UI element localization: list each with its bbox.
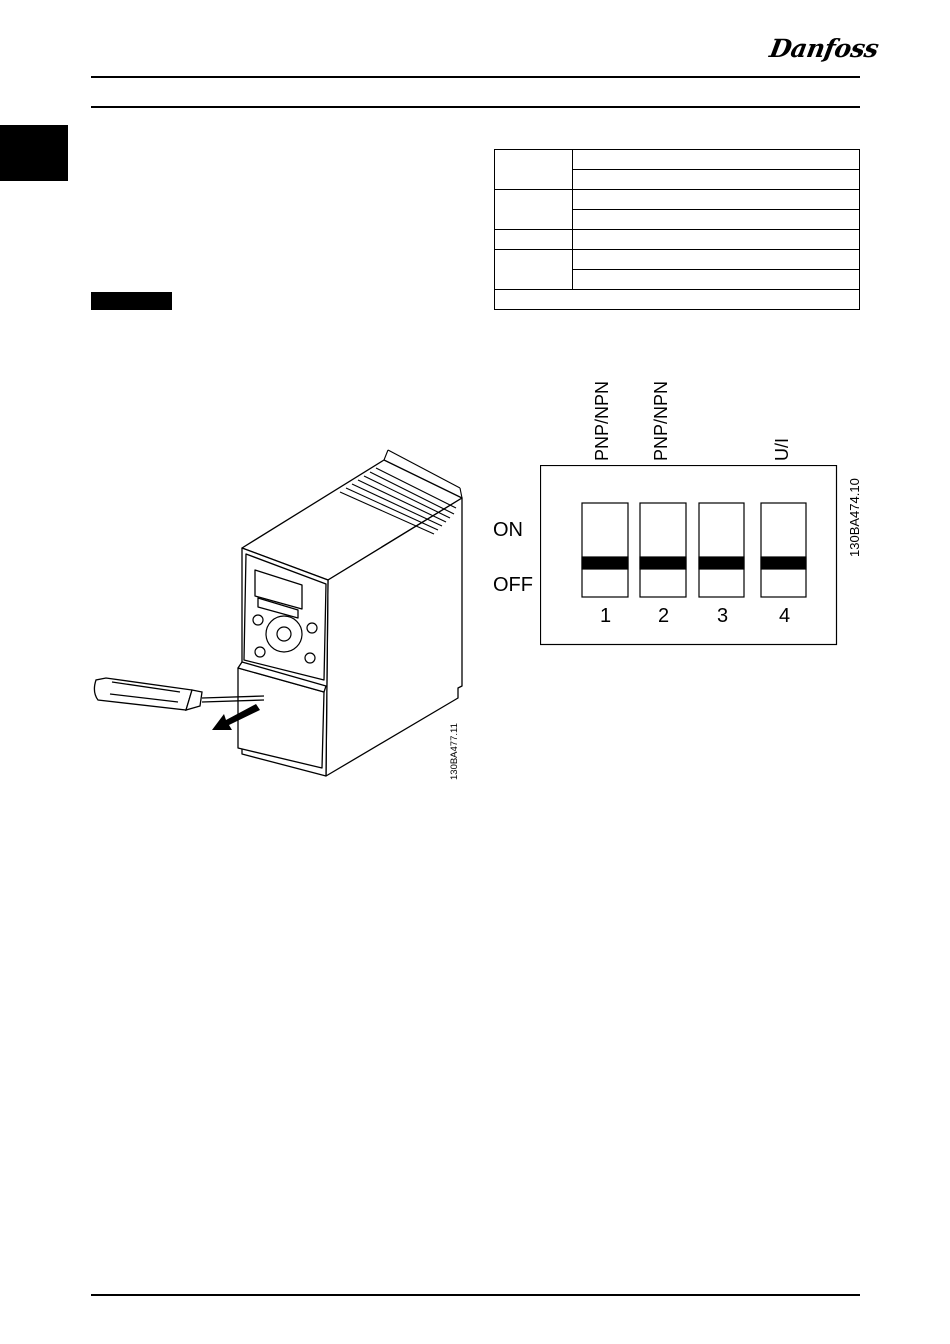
table-cell <box>573 210 860 230</box>
danfoss-logo: Danfoss <box>767 34 881 63</box>
table-row <box>495 290 860 310</box>
drive-figure-code: 130BA477.11 <box>449 723 460 780</box>
footer-rule <box>91 1294 860 1296</box>
spec-table <box>494 149 860 310</box>
on-label: ON <box>493 519 523 541</box>
header-rule-top <box>91 76 860 78</box>
table-cell <box>573 190 860 210</box>
table-cell <box>573 270 860 290</box>
switch-4-function-label: U/I <box>772 437 792 461</box>
switch-1-function-label: PNP/NPN <box>592 380 612 461</box>
switch-number-2: 2 <box>658 605 670 627</box>
table-cell <box>495 230 573 250</box>
table-cell <box>495 190 573 230</box>
dip-figure-code: 130BA474.10 <box>847 478 862 557</box>
dip-switch-block <box>540 465 840 647</box>
note-label-bar <box>91 292 172 310</box>
table-cell <box>495 150 573 190</box>
table-row <box>495 190 860 210</box>
table-row <box>495 230 860 250</box>
switch-number-1: 1 <box>600 605 612 627</box>
table-cell <box>495 290 860 310</box>
table-row <box>495 250 860 270</box>
table-cell <box>573 230 860 250</box>
switch-number-4: 4 <box>779 605 791 627</box>
table-cell <box>573 250 860 270</box>
dip-switch-1 <box>582 503 628 597</box>
switch-2-function-label: PNP/NPN <box>651 380 671 461</box>
dip-switch-2 <box>640 503 686 597</box>
table-cell <box>495 250 573 290</box>
dip-switch-4 <box>761 503 806 597</box>
switch-number-3: 3 <box>717 605 729 627</box>
table-row <box>495 150 860 170</box>
dip-switch-3 <box>699 503 744 597</box>
table-cell <box>573 170 860 190</box>
off-label: OFF <box>493 574 533 596</box>
drive-illustration <box>88 448 468 788</box>
header-rule-bottom <box>91 106 860 108</box>
table-cell <box>573 150 860 170</box>
chapter-tab <box>0 125 68 181</box>
